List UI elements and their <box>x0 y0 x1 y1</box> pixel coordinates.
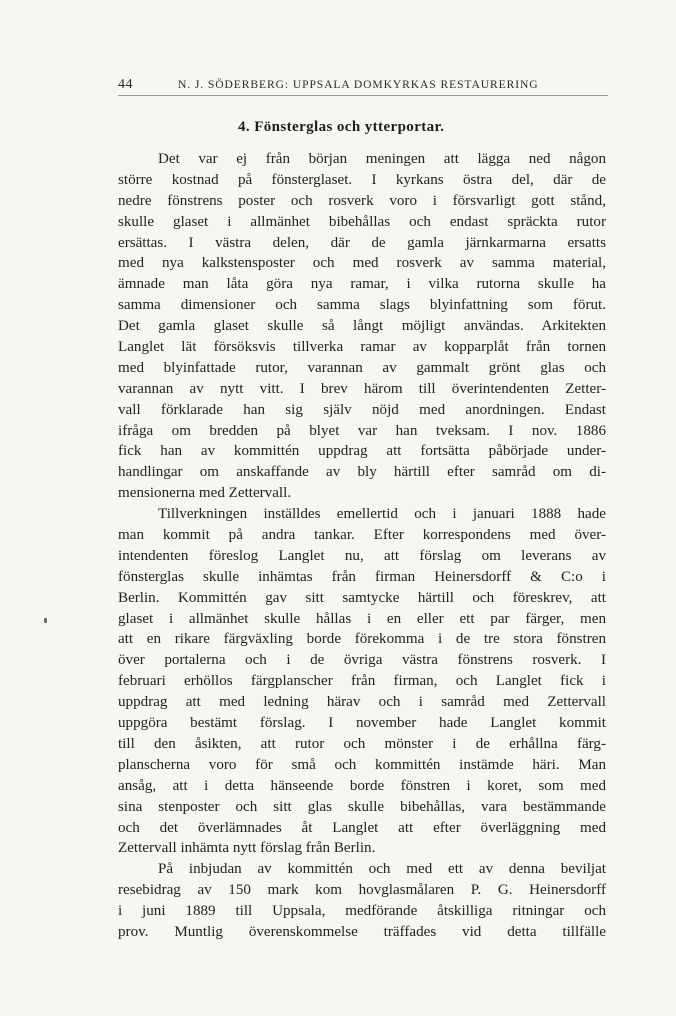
text-line: ansåg, att i detta hänseende borde fönstren i koret, som med <box>118 777 606 794</box>
text-line: Zettervall inhämta nytt förslag från Berlin. <box>118 840 376 857</box>
header-rule <box>118 95 608 96</box>
text-line: att en rikare färgväxling borde förekomma i de tre stora fönstren <box>118 631 606 648</box>
text-line: ämnade man låta göra nya ramar, i vilka rutorna skulle ha <box>118 276 606 293</box>
text-line: Berlin. Kommittén gav sitt samtycke härtill och föreskrev, att <box>118 589 606 606</box>
page-header <box>118 77 608 93</box>
page-number: 44 <box>118 77 133 92</box>
text-line: Tillverkningen inställdes emellertid och i januari 1888 hade <box>158 506 606 523</box>
text-line: med blyinfattade rutor, varannan av gammalt grönt glas och <box>118 359 606 376</box>
text-line: intendenten föreslog Langlet nu, att förslag om leverans av <box>118 547 606 564</box>
text-line: ersättas. I västra delen, där de gamla järnkarmarna ersatts <box>118 234 606 251</box>
section-title: 4. Fönsterglas och ytterportar. <box>238 119 445 135</box>
text-line: i juni 1889 till Uppsala, medförande åtskilliga ritningar och <box>118 903 606 920</box>
text-line: Langlet lät försöksvis tillverka ramar av kopparplåt från tornen <box>118 339 606 356</box>
margin-speck <box>44 618 47 623</box>
text-line: varannan av nytt vitt. I brev härom till överintendenten Zetter- <box>118 380 606 397</box>
text-line: fönsterglas skulle inhämtas från firman Heinersdorff & C:o i <box>118 568 606 585</box>
text-line: fick han av kommittén uppdrag att fortsätta påbörjade under- <box>118 443 606 460</box>
text-line: till den åsikten, att rutor och mönster i de erhållna färg- <box>118 735 606 752</box>
text-line: resebidrag av 150 mark kom hovglasmålaren P. G. Heinersdorff <box>118 882 606 899</box>
text-line: Det gamla glaset skulle så långt möjligt användas. Arkitekten <box>118 318 606 335</box>
text-line: med nya kalkstensposter och med rosverk av samma material, <box>118 255 606 272</box>
text-line: uppgöra bestämt förslag. I november hade Langlet kommit <box>118 715 606 732</box>
text-line: samma dimensioner och samma slags blyinfattning som förut. <box>118 297 606 314</box>
text-line: skulle glaset i allmänhet bibehållas och endast spräckta rutor <box>118 213 606 230</box>
text-line: På inbjudan av kommittén och med ett av denna beviljat <box>158 861 606 878</box>
text-line: man kommit på andra tankar. Efter korrespondens med över- <box>118 527 606 544</box>
text-line: mensionerna med Zettervall. <box>118 485 292 502</box>
text-line: över portalerna och i de övriga västra fönstrens rosverk. I <box>118 652 606 669</box>
text-line: nedre fönstrens poster och rosverk voro i försvarligt gott stånd, <box>118 192 606 209</box>
text-line: ifråga om bredden på blyet var han tveksam. I nov. 1886 <box>118 422 606 439</box>
text-line: handlingar om anskaffande av bly härtill efter samråd om di- <box>118 464 606 481</box>
text-line: sina stenposter och sitt glas skulle bibehållas, vara bestämmande <box>118 798 606 815</box>
text-line: uppdrag att med ledning härav och i samråd med Zettervall <box>118 694 606 711</box>
text-line: februari erhöllos färgplanscher från firman, och Langlet fick i <box>118 673 606 690</box>
text-line: prov. Muntlig överenskommelse träffades vid detta tillfälle <box>118 923 606 940</box>
text-line: större kostnad på fönsterglaset. I kyrkans östra del, där de <box>118 171 606 188</box>
text-line: och det överlämnades åt Langlet att efter överläggning med <box>118 819 606 836</box>
body-text <box>118 149 606 943</box>
text-line: Det var ej från början meningen att lägga ned någon <box>158 151 606 167</box>
text-line: vall förklarade han sig själv nöjd med anordningen. Endast <box>118 401 606 418</box>
text-line: planscherna voro för små och kommittén instämde häri. Man <box>118 756 606 773</box>
text-line: glaset i allmänhet skulle hållas i en eller ett par färger, men <box>118 610 606 627</box>
running-head: N. J. SÖDERBERG: UPPSALA DOMKYRKAS RESTAURERING <box>178 78 539 91</box>
